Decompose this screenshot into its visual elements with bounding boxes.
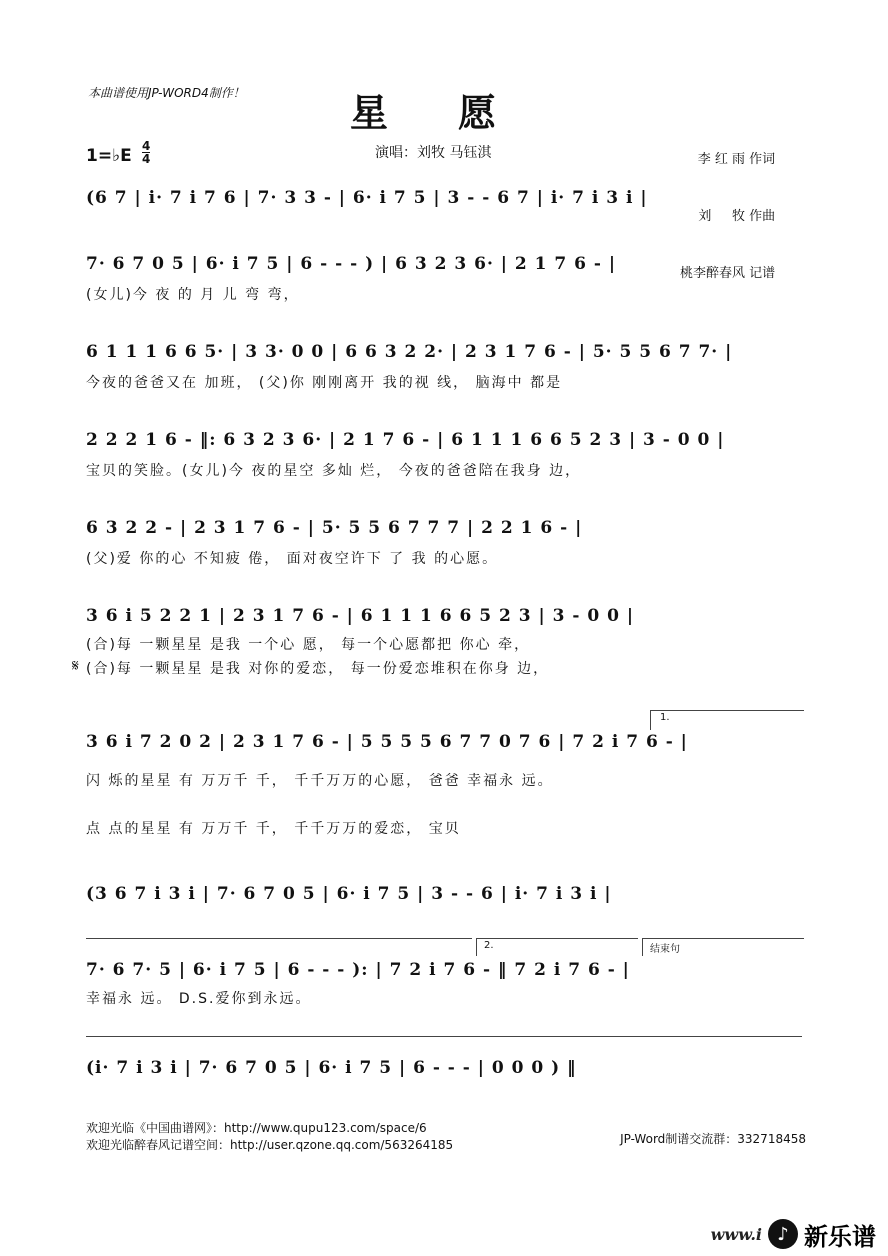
- footer-link-qupu[interactable]: 欢迎光临《中国曲谱网》：http://www.qupu123.com/space/6: [86, 1121, 427, 1135]
- singers: 演唱：刘牧 马钰淇: [375, 145, 492, 161]
- logo-name: 新乐谱: [804, 1222, 876, 1251]
- time-signature: [142, 140, 150, 165]
- segno-icon: 𝄋: [72, 656, 79, 675]
- lyric-row-6a: (合)每 一颗星星 是我 一个心 愿， 每一个心愿都把 你心 牵，: [86, 637, 531, 653]
- lyric-row-7a: 闪 烁的星星 有 万万千 千， 千千万万的心愿， 爸爸 幸福永 远。: [86, 773, 554, 789]
- composer-credit: 刘 牧 作曲: [698, 209, 776, 224]
- final-system-line: [86, 1036, 802, 1037]
- ending-1-label: 1.: [660, 712, 670, 723]
- score-row-10: (i· 7 i 3 i | 7· 6 7 0 5 | 6· i 7 5 | 6 - - - | 0 0 0 ) ‖: [86, 1058, 577, 1078]
- time-signature-top: 4: [142, 139, 151, 153]
- lyric-row-2: (女儿)今 夜 的 月 儿 弯 弯，: [86, 287, 300, 303]
- score-row-4: 2 2 2 1 6 - ‖: 6 3 2 3 6· | 2 1 7 6 - | 6 1 1 1 6 6 5 2 3 | 3 - 0 0 |: [86, 430, 725, 450]
- lyric-row-4: 宝贝的笑脸。(女儿)今 夜的星空 多灿 烂， 今夜的爸爸陪在我身 边，: [86, 463, 582, 479]
- score-row-5: 6 3 2 2 - | 2 3 1 7 6 - | 5· 5 5 6 7 7 7 | 2 2 1 6 - |: [86, 518, 583, 538]
- score-row-7: 3 6 i 7 2 0 2 | 2 3 1 7 6 - | 5 5 5 5 6 7 7 0 7 6 | 7 2 i 7 6 - |: [86, 732, 688, 752]
- score-row-1: (6 7 | i· 7 i 7 6 | 7· 3 3 - | 6· i 7 5 | 3 - - 6 7 | i· 7 i 3 i |: [86, 188, 648, 208]
- lyric-row-5: (父)爱 你的心 不知疲 倦， 面对夜空许下 了 我 的心愿。: [86, 551, 499, 567]
- lyric-row-6b: (合)每 一颗星星 是我 对你的爱恋， 每一份爱恋堆积在你身 边，: [86, 661, 550, 677]
- coda-bracket: [642, 938, 804, 939]
- footer-link-qzone[interactable]: 欢迎光临醉春风记谱空间：http://user.qzone.qq.com/563264185: [86, 1138, 454, 1152]
- lyricist-credit: 李 红 雨 作词: [697, 152, 776, 167]
- key-signature: 1=♭E: [86, 146, 132, 166]
- score-row-3: 6 1 1 1 6 6 5· | 3 3· 0 0 | 6 6 3 2 2· | 2 3 1 7 6 - | 5· 5 5 6 7 7· |: [86, 342, 733, 362]
- logo-url-text: www.i: [710, 1224, 762, 1244]
- tool-note: 本曲谱使用JP-WORD4制作！: [88, 86, 245, 100]
- lyric-row-9: 幸福永 远。 D.S.爱你到永远。: [86, 991, 312, 1007]
- ending-2-bracket: [476, 938, 638, 939]
- site-logo[interactable]: [711, 1218, 876, 1250]
- time-signature-bottom: 4: [142, 152, 151, 166]
- score-row-2: 7· 6 7 0 5 | 6· i 7 5 | 6 - - - ) | 6 3 2 3 6· | 2 1 7 6 - |: [86, 254, 617, 274]
- song-title: 星愿: [350, 90, 567, 135]
- ending-2-bracket-edge: [476, 938, 477, 956]
- transcriber-credit: 桃李醉春风 记谱: [680, 266, 776, 281]
- footer-group: JP-Word制谱交流群：332718458: [620, 1132, 806, 1146]
- coda-label: 结束句: [650, 944, 680, 955]
- ending-1-bracket-edge: [650, 710, 651, 730]
- lyric-row-7b: 点 点的星星 有 万万千 千， 千千万万的爱恋， 宝贝: [86, 821, 461, 837]
- score-row-6: 3 6 i 5 2 2 1 | 2 3 1 7 6 - | 6 1 1 1 6 6 5 2 3 | 3 - 0 0 |: [86, 606, 634, 626]
- ending-top-line-left: [86, 938, 472, 939]
- ending-2-label: 2.: [484, 940, 494, 951]
- music-note-icon: ♪: [768, 1219, 798, 1249]
- score-row-8: (3 6 7 i 3 i | 7· 6 7 0 5 | 6· i 7 5 | 3 - - 6 | i· 7 i 3 i |: [86, 884, 612, 904]
- lyric-row-3: 今夜的爸爸又在 加班， (父)你 刚刚离开 我的视 线， 脑海中 都是: [86, 375, 563, 391]
- ending-1-bracket: [650, 710, 804, 711]
- coda-bracket-edge: [642, 938, 643, 956]
- score-row-9: 7· 6 7· 5 | 6· i 7 5 | 6 - - - ): | 7 2 i 7 6 - ‖ 7 2 i 7 6 - |: [86, 960, 630, 980]
- footer-links: [86, 1120, 453, 1154]
